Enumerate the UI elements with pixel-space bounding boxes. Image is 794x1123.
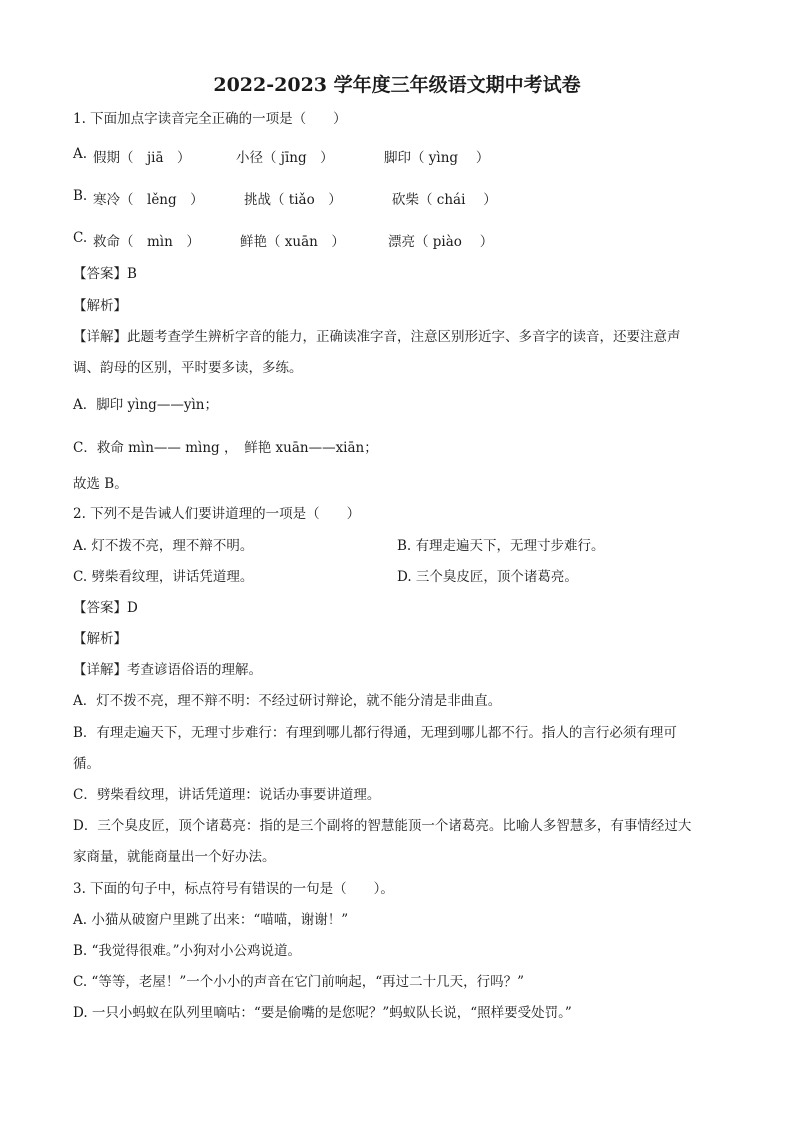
q1-option-b-item-1: 寒冷（ lěng ）: [93, 192, 204, 208]
q1-option-a-item-3: 脚印（ yìng ）: [384, 150, 490, 166]
q1-option-b-item-2: 挑战（ tiǎo ）: [244, 192, 342, 208]
q2-option-a: A. 灯不拨不亮，理不辩不明。: [73, 538, 254, 554]
q1-detail-line-2: 调、韵母的区别，平时要多读，多练。: [73, 360, 303, 376]
q2-option-b: B. 有理走遍天下，无理寸步难行。: [397, 538, 605, 554]
q2-answer: 【答案】D: [73, 600, 138, 616]
question-3-stem: 3. 下面的句子中，标点符号有错误的一句是（ ）。: [73, 881, 394, 897]
q2-analysis-label: 【解析】: [73, 631, 127, 647]
q1-answer: 【答案】B: [73, 266, 137, 282]
question-1-stem: 1. 下面加点字读音完全正确的一项是（ ）: [73, 111, 347, 127]
q1-option-b-item-3: 砍柴（ chái ）: [392, 192, 497, 208]
question-2-stem: 2. 下列不是告诫人们要讲道理的一项是（ ）: [73, 506, 361, 522]
q1-explain-c: C．救命 mìn—— mìng ， 鲜艳 xuān——xiān；: [73, 440, 378, 456]
q1-explain-a: A．脚印 yìng——yìn；: [73, 397, 218, 413]
q2-explain-b-line-1: B．有理走遍天下，无理寸步难行：有理到哪儿都行得通，无理到哪儿都不行。指人的言行必须有理可: [73, 725, 677, 741]
q1-option-a-item-2: 小径（ jīng ）: [236, 150, 334, 166]
q1-option-c-item-3: 漂亮（ piào ）: [388, 234, 494, 250]
q2-explain-a: A．灯不拨不亮，理不辩不明：不经过研讨辩论，就不能分清是非曲直。: [73, 693, 502, 709]
q2-explain-d-line-1: D．三个臭皮匠，顶个诸葛亮：指的是三个副将的智慧能顶一个诸葛亮。比喻人多智慧多，有事情经过大: [73, 818, 692, 834]
q2-detail: 【详解】考查谚语俗语的理解。: [73, 662, 262, 678]
q2-explain-b-line-2: 循。: [73, 756, 100, 772]
q2-option-c: C. 劈柴看纹理，讲话凭道理。: [73, 569, 254, 585]
q2-explain-d-line-2: 家商量，就能商量出一个好办法。: [73, 849, 276, 865]
q1-option-c-letter: C.: [73, 230, 88, 246]
q3-option-d: D. 一只小蚂蚁在队列里嘀咕：“要是偷嘴的是您呢？”蚂蚁队长说，“照样要受处罚。”: [73, 1005, 572, 1021]
q1-option-a-item-1: 假期（ jiā ）: [93, 150, 191, 166]
q2-explain-c: C．劈柴看纹理，讲话凭道理：说话办事要讲道理。: [73, 787, 381, 803]
q1-option-c-item-1: 救命（ mìn ）: [93, 234, 200, 250]
q1-analysis-label: 【解析】: [73, 298, 127, 314]
q1-detail-line-1: 【详解】此题考查学生辨析字音的能力，正确读准字音，注意区别形近字、多音字的读音，还要注意声: [73, 329, 681, 345]
q3-option-c: C. “等等，老屋！”一个小小的声音在它门前响起，“再过二十几天，行吗？”: [73, 974, 525, 990]
q1-option-a-letter: A.: [73, 146, 88, 162]
q3-option-b: B. “我觉得很难。”小狗对小公鸡说道。: [73, 943, 302, 959]
q1-option-b-letter: B.: [73, 188, 88, 204]
q2-option-d: D. 三个臭皮匠，顶个诸葛亮。: [397, 569, 578, 585]
q1-conclusion: 故选 B。: [73, 476, 128, 492]
q3-option-a: A. 小猫从破窗户里跳了出来：“喵喵，谢谢！”: [73, 912, 349, 928]
q1-option-c-item-2: 鲜艳（ xuān ）: [240, 234, 345, 250]
exam-title: 2022-2023 学年度三年级语文期中考试卷: [213, 74, 581, 96]
